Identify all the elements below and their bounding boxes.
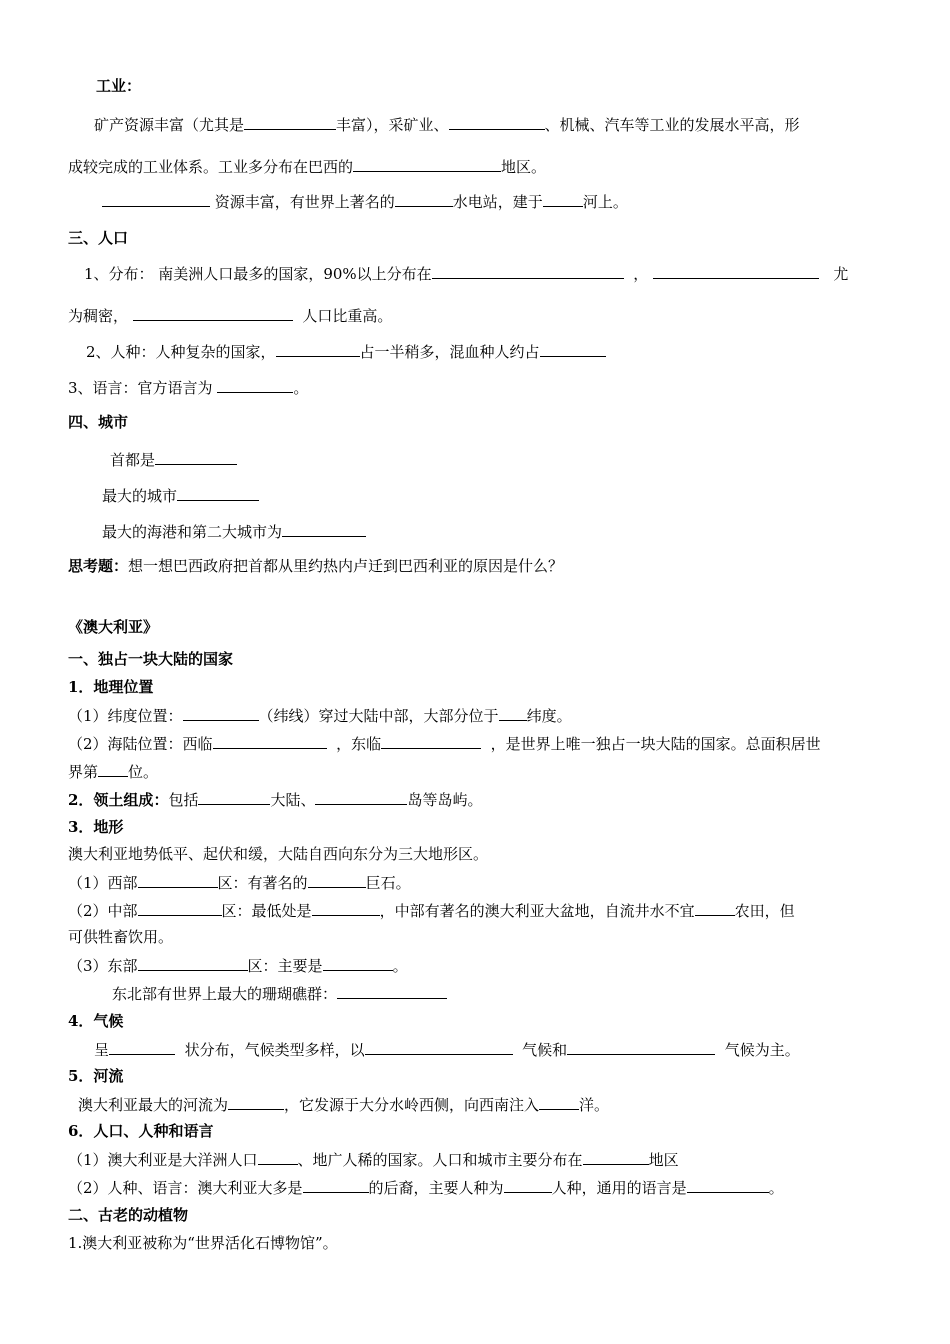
blank-west-region[interactable] [138, 872, 218, 888]
blank-climate-1[interactable] [365, 1039, 513, 1055]
seaport-line: 最大的海港和第二大城市为 [102, 521, 366, 542]
blank-latitude-line[interactable] [183, 705, 259, 721]
latitude-line: （1）纬度位置： （纬线）穿过大陆中部，大部分位于 纬度。 [68, 707, 572, 725]
industry-line-2: 成较完成的工业体系。工业多分布在巴西的 地区。 [68, 158, 547, 176]
blank-race[interactable] [276, 341, 360, 357]
blank-aus-race[interactable] [504, 1177, 552, 1193]
industry-line-1: 矿产资源丰富（尤其是 丰富），采矿业、 、机械、汽车等工业的发展水平高，形 [94, 116, 800, 134]
blank-reef[interactable] [337, 983, 447, 999]
blank-largest-city[interactable] [177, 485, 259, 501]
blank-aus-language[interactable] [687, 1177, 769, 1193]
blank-seaport[interactable] [282, 521, 366, 537]
population-race-language-heading: 6．人口、人种和语言 [68, 1122, 214, 1140]
blank-central-region[interactable] [138, 900, 222, 916]
population-line-1: 1、分布： 南美洲人口最多的国家，90%以上分布在 ， 尤 [84, 265, 849, 283]
blank-east-region[interactable] [138, 955, 248, 971]
blank-hydro[interactable] [395, 191, 453, 207]
area-rank-line: 界第 位。 [68, 763, 159, 781]
blank-east-terrain[interactable] [323, 955, 393, 971]
blank-river-name[interactable] [228, 1094, 284, 1110]
blank-east-ocean[interactable] [381, 733, 481, 749]
terrain-east-line: （3）东部 区：主要是 。 [68, 957, 408, 975]
blank-rock[interactable] [308, 872, 366, 888]
language-line: 3、语言：官方语言为 。 [68, 379, 309, 397]
terrain-central-line: （2）中部 区：最低处是 ，中部有著名的澳大利亚大盆地，自流井水不宜 农田，但 [68, 902, 795, 920]
terrain-west-line: （1）西部 区：有著名的 巨石。 [68, 874, 411, 892]
population-heading: 三、人口 [68, 229, 129, 247]
blank-lowest-point[interactable] [312, 900, 380, 916]
blank-climate-shape[interactable] [109, 1039, 175, 1055]
blank-distribution-2[interactable] [653, 263, 819, 279]
blank-population-rank[interactable] [258, 1149, 298, 1165]
terrain-intro: 澳大利亚地势低平、起伏和缓，大陆自西向东分为三大地形区。 [68, 845, 489, 863]
section-continent-heading: 一、独占一块大陆的国家 [68, 650, 234, 668]
population-line-2: 为稠密， 人口比重高。 [68, 307, 393, 325]
territory-line: 2．领土组成：包括 大陆、 岛等岛屿。 [68, 791, 483, 809]
blank-well-water-use[interactable] [695, 900, 735, 916]
blank-area-rank[interactable] [98, 761, 128, 777]
blank-population-region[interactable] [583, 1149, 649, 1165]
aus-race-language-line: （2）人种、语言：澳大利亚大多是 的后裔，主要人种为 人种，通用的语言是 。 [68, 1179, 784, 1197]
race-line: 2、人种：人种复杂的国家， 占一半稍多，混血种人约占 [86, 341, 606, 362]
blank-climate-2[interactable] [567, 1039, 715, 1055]
sea-land-line: （2）海陆位置：西临 ，东临 ，是世界上唯一独占一块大陆的国家。总面积居世 [68, 735, 821, 753]
blank-river[interactable] [543, 191, 583, 207]
blank-descendants[interactable] [303, 1177, 369, 1193]
blank-capital[interactable] [155, 449, 237, 465]
blank-island[interactable] [315, 789, 407, 805]
blank-region[interactable] [353, 156, 501, 172]
blank-language[interactable] [217, 377, 293, 393]
terrain-heading: 3．地形 [68, 818, 124, 836]
blank-mineral[interactable] [244, 114, 336, 130]
australia-title: 《澳大利亚》 [68, 618, 159, 636]
reef-line: 东北部有世界上最大的珊瑚礁群： [112, 983, 447, 1004]
blank-west-ocean[interactable] [213, 733, 327, 749]
climate-heading: 4．气候 [68, 1012, 124, 1030]
river-heading: 5．河流 [68, 1067, 124, 1085]
industry-line-3: 资源丰富，有世界上著名的 水电站，建于 河上。 [102, 191, 628, 212]
river-line: 澳大利亚最大的河流为 ，它发源于大分水岭西侧，向西南注入 洋。 [78, 1096, 610, 1114]
blank-distribution-1[interactable] [432, 263, 624, 279]
think-question: 思考题：想一想巴西政府把首都从里约热内卢迁到巴西利亚的原因是什么？ [68, 557, 564, 575]
aus-population-line: （1）澳大利亚是大洋洲人口 、地广人稀的国家。人口和城市主要分布在 地区 [68, 1151, 679, 1169]
terrain-central-cont: 可供牲畜饮用。 [68, 928, 174, 946]
blank-resource[interactable] [102, 191, 210, 207]
fossil-museum-line: 1.澳大利亚被称为“世界活化石博物馆”。 [68, 1234, 338, 1252]
city-heading: 四、城市 [68, 413, 129, 431]
blank-latitude-zone[interactable] [499, 705, 527, 721]
industry-heading: 工业： [96, 77, 142, 95]
flora-fauna-heading: 二、古老的动植物 [68, 1206, 189, 1224]
blank-population-share[interactable] [133, 305, 293, 321]
location-heading: 1．地理位置 [68, 678, 154, 696]
blank-mainland[interactable] [198, 789, 270, 805]
blank-ocean[interactable] [539, 1094, 579, 1110]
climate-line: 呈 状分布，气候类型多样，以 气候和 气候为主。 [94, 1041, 800, 1059]
blank-industry[interactable] [449, 114, 545, 130]
capital-line: 首都是 [110, 449, 237, 470]
blank-mixed-share[interactable] [540, 341, 606, 357]
largest-city-line: 最大的城市 [102, 485, 259, 506]
